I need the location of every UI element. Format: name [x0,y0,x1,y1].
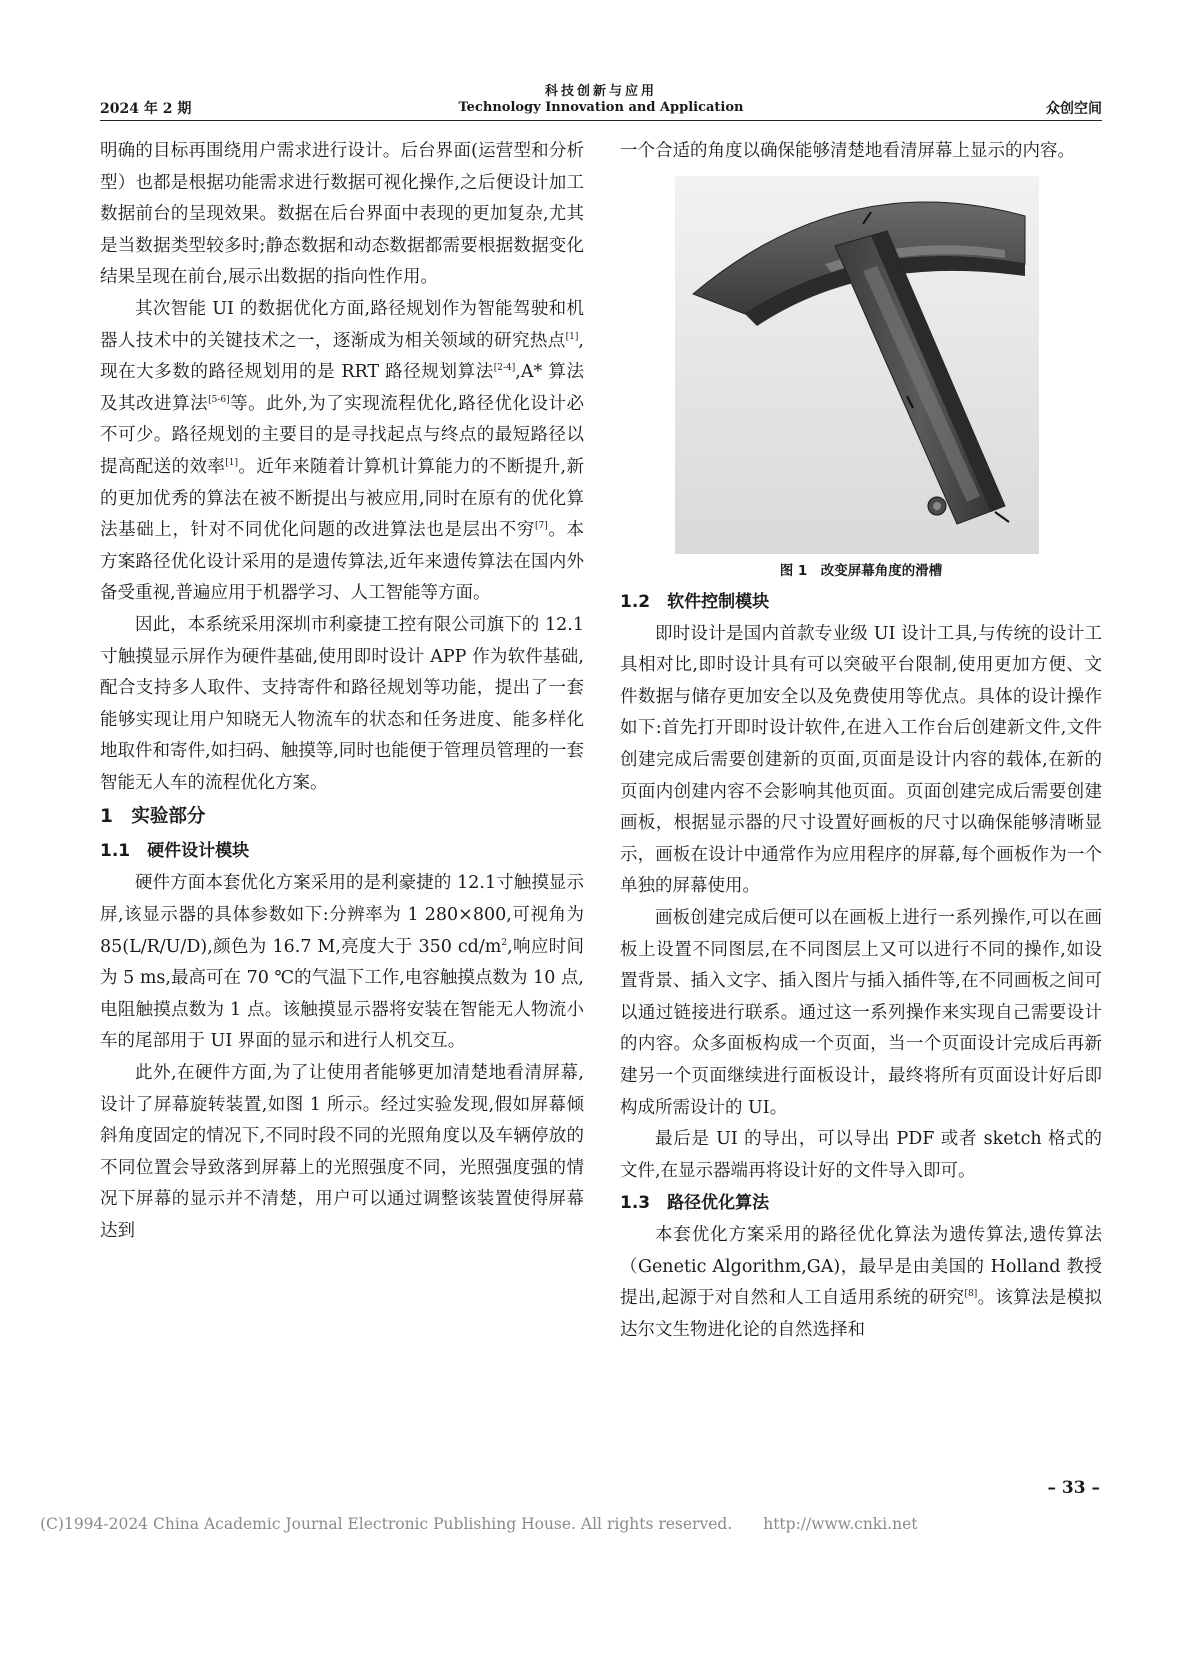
right-column [620,136,1102,1347]
paragraph: 因此，本系统采用深圳市利豪捷工控有限公司旗下的 12.1 寸触摸显示屏作为硬件基础,使用即时设计 APP 作为软件基础,配合支持多人取件、支持寄件和路径规划等功能，提出了一套能够实现让用户知晓无人物流车的状态和任务进度、能多样化地取件和寄件,如扫码、触摸等,同时也能便于管理员管理的一套智能无人车的流程优化方案。 [100,614,584,793]
paragraph: 明确的目标再围绕用户需求进行设计。后台界面(运营型和分析型）也都是根据功能需求进行数据可视化操作,之后便设计加工数据前台的呈现效果。数据在后台界面中表现的更加复杂,尤其是当数据类型较多时;静态数据和动态数据都需要根据数据变化结果呈现在前台,展示出数据的指向性作用。 [100,141,584,288]
citation: [1] [565,331,579,342]
paragraph: 一个合适的角度以确保能够清楚地看清屏幕上显示的内容。 [620,141,1075,161]
copyright-notice: (C)1994-2024 China Academic Journal Electronic Publishing House. All rights reserved. http://www.cnki.net [40,1515,918,1533]
left-column [100,136,584,1248]
paragraph: 最后是 UI 的导出，可以导出 PDF 或者 sketch 格式的文件,在显示器端再将设计好的文件导入即可。 [620,1129,1102,1181]
paragraph: 此外,在硬件方面,为了让使用者能够更加清楚地看清屏幕,设计了屏幕旋转装置,如图 1 所示。经过实验发现,假如屏幕倾斜角度固定的情况下,不同时段不同的光照角度以及车辆停放的不同位置会导致落到屏幕上的光照强度不同，光照强度强的情况下屏幕的显示并不清楚，用户可以通过调整该装置使得屏幕达到 [100,1063,584,1241]
journal-title-cn: 科技创新与应用 [544,84,657,99]
figure-1-slide-rail-render [675,176,1039,554]
subsection-heading: 1.2 软件控制模块 [620,591,770,612]
page-header [100,80,1102,120]
subsection-heading: 1.3 路径优化算法 [620,1193,770,1214]
citation: [1] [225,458,239,469]
page-number: – 33 – [1047,1478,1100,1498]
figure-caption: 图 1 改变屏幕角度的滑槽 [779,562,943,579]
citation: [7] [535,521,548,532]
header-divider [100,120,1102,121]
citation: [5-6] [208,394,230,405]
paragraph: 硬件方面本套优化方案采用的是利豪捷的 12.1寸触摸显示屏,该显示器的具体参数如下:分辨率为 1 280×800,可视角为 85(L/R/U/D),颜色为 16.7 M,亮度大于 350 $cd/m^2$,响应时间为 5 ms,最高可在 70 ℃的气温下工作,电容触摸点数为 10 点,电阻触摸点数为 1 点。该触摸显示器将安装在智能无人物流小车的尾部用于 UI 界面的显示和进行人机交互。 [100,873,585,1052]
section-label: 众创空间 [1046,101,1102,117]
paragraph: 即时设计是国内首款专业级 UI 设计工具,与传统的设计工具相对比,即时设计具有可以突破平台限制,使用更加方便、文件数据与储存更加安全以及免费使用等优点。具体的设计操作如下:首先打开即时设计软件,在进入工作台后创建新文件,文件创建完成后需要创建新的页面,页面是设计内容的载体,在新的页面内创建内容不会影响其他页面。页面创建完成后需要创建画板，根据显示器的尺寸设置好画板的尺寸以确保能够清晰显示，画板在设计中通常作为应用程序的屏幕,每个画板作为一个单独的屏幕使用。 [620,623,1102,897]
issue-label: 2024 年 2 期 [100,101,192,117]
subsection-heading: 1.1 硬件设计模块 [100,841,250,862]
citation: [2-4] [493,363,516,374]
paragraph: 画板创建完成后便可以在画板上进行一系列操作,可以在画板上设置不同图层,在不同图层上又可以进行不同的操作,如设置背景、插入文字、插入图片与插入插件等,在不同画板之间可以通过链接进行联系。通过这一系列操作来实现自己需要设计的内容。众多面板构成一个页面，当一个页面设计完成后再新建另一个页面继续进行面板设计，最终将所有页面设计好后即构成所需设计的 UI。 [620,907,1102,1118]
slide-rail-illustration [675,176,1039,554]
section-heading: 1 实验部分 [100,806,206,828]
paragraph: 其次智能 UI 的数据优化方面,路径规划作为智能驾驶和机器人技术中的关键技术之一，逐渐成为相关领域的研究热点[1],现在大多数的路径规划用的是 RRT 路径规划算法[2-4],A* 算法及其改进算法[5-6]等。此外,为了实现流程优化,路径优化设计必不可少。路径规划的主要目的是寻找起点与终点的最短路径以提高配送的效率[1]。近年来随着计算机计算能力的不断提升,新的更加优秀的算法在被不断提出与被应用,同时在原有的优化算法基础上，针对不同优化问题的改进算法也是层出不穷[7]。本方案路径优化设计采用的是遗传算法,近年来遗传算法在国内外备受重视,普遍应用于机器学习、人工智能等方面。 [100,298,585,604]
journal-title-en: Technology Innovation and Application [458,100,744,115]
citation: [8] [964,1289,978,1300]
paragraph: 本套优化方案采用的路径优化算法为遗传算法,遗传算法（Genetic Algorithm,GA)，最早是由美国的 Holland 教授提出,起源于对自然和人工自适用系统的研究[8]。该算法是模拟达尔文生物进化论的自然选择和 [620,1225,1103,1341]
superscript: 2 [501,937,508,948]
